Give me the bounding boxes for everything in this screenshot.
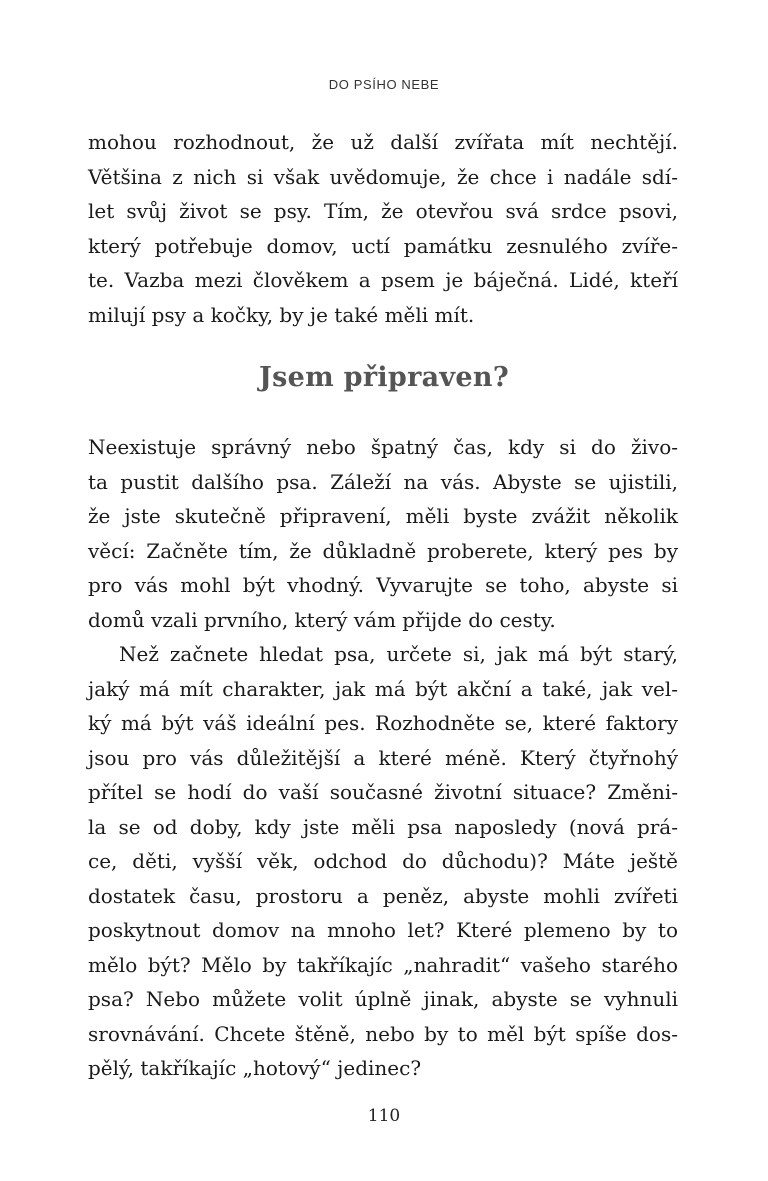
- text-line: který potřebuje domov, uctí památku zesnulého zvíře-: [88, 233, 678, 258]
- text-line: dostatek času, prostoru a peněz, abyste mohli zvířeti: [88, 883, 678, 908]
- running-head: DO PSÍHO NEBE: [328, 77, 440, 92]
- page-number: 110: [367, 1106, 401, 1126]
- text-line: poskytnout domov na mnoho let? Které plemeno by to: [88, 918, 678, 942]
- body-text: [88, 430, 678, 1086]
- text-line: přítel se hodí do vaší současné životní situace? Změni-: [88, 780, 678, 804]
- text-line: že jste skutečně připravení, měli byste zvážit několik: [88, 504, 678, 528]
- text-line: Neexistuje správný nebo špatný čas, kdy si do živo-: [88, 435, 678, 459]
- text-line: pro vás mohl být vhodný. Vyvarujte se toho, abyste si: [88, 573, 678, 597]
- text-line: ta pustit dalšího psa. Záleží na vás. Abyste se ujistili,: [88, 469, 678, 494]
- text-line: te. Vazba mezi člověkem a psem je báječná. Lidé, kteří: [88, 268, 678, 292]
- text-line: jsou pro vás důležitější a které méně. Který čtyřnohý: [88, 745, 678, 770]
- text-line: domů vzali prvního, který vám přijde do cesty.: [88, 607, 556, 632]
- text-line: la se od doby, kdy jste měli psa naposledy (nová prá-: [88, 814, 678, 839]
- text-line: jaký má mít charakter, jak má být akční a také, jak vel-: [88, 676, 678, 701]
- text-line: ce, děti, vyšší věk, odchod do důchodu)? Máte ještě: [88, 849, 678, 873]
- text-line: mělo být? Mělo by takříkajíc „nahradit“ vašeho starého: [88, 952, 678, 977]
- paragraph-continued: [88, 125, 678, 332]
- text-line: ký má být váš ideální pes. Rozhodněte se, které faktory: [88, 711, 678, 735]
- text-line: věcí: Začněte tím, že důkladně proberete, který pes by: [88, 538, 678, 563]
- text-line: srovnávání. Chcete štěně, nebo by to měl být spíše dos-: [88, 1021, 678, 1046]
- text-line: Většina z nich si však uvědomuje, že chce i nadále sdí-: [88, 164, 678, 189]
- text-line: pělý, takříkajíc „hotový“ jedinec?: [88, 1056, 422, 1080]
- section-heading: Jsem připraven?: [259, 362, 509, 393]
- text-line: mohou rozhodnout, že už další zvířata mít nechtějí.: [88, 130, 678, 154]
- text-line: milují psy a kočky, by je také měli mít.: [88, 302, 475, 327]
- text-line: Než začnete hledat psa, určete si, jak má být starý,: [119, 642, 678, 666]
- text-line: psa? Nebo můžete volit úplně jinak, abyste se vyhnuli: [88, 987, 678, 1011]
- text-line: let svůj život se psy. Tím, že otevřou svá srdce psovi,: [88, 199, 678, 223]
